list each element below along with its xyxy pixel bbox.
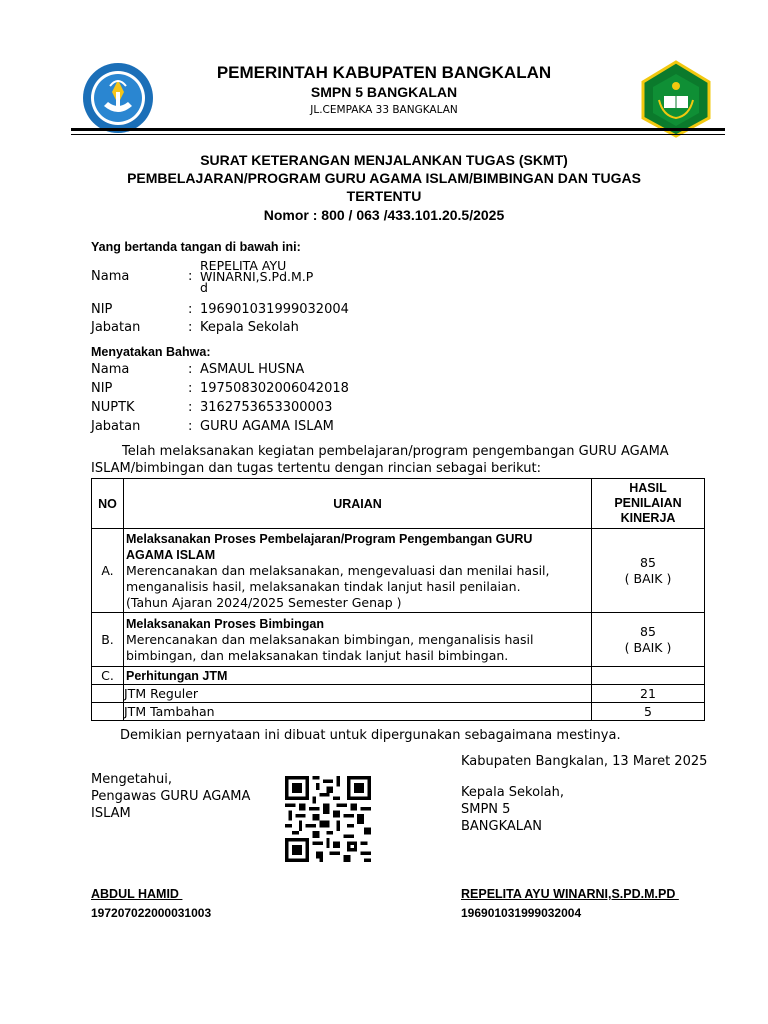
signer-nip-label: NIP (91, 302, 113, 317)
subject-name-label: Nama (91, 362, 130, 377)
left-sign-line3: ISLAM (91, 806, 131, 821)
header-school: SMPN 5 BANGKALAN (310, 84, 458, 100)
colon: : (188, 400, 193, 415)
left-sign-name: ABDUL HAMID (91, 887, 183, 901)
signer-jabatan-value: Kepala Sekolah (200, 320, 299, 335)
row-jtm-tambahan-label: JTM Tambahan (124, 703, 592, 721)
colon: : (188, 362, 193, 377)
place-date: Kabupaten Bangkalan, 13 Maret 2025 (461, 754, 708, 769)
subject-nip-label: NIP (91, 381, 113, 396)
doc-title-line3: TERTENTU (346, 188, 422, 204)
row-b-grade: ( BAIK ) (624, 639, 672, 655)
header-address: JL.CEMPAKA 33 BANGKALAN (310, 104, 458, 116)
signer-name-line3: d (200, 280, 208, 295)
subject-nuptk-value: 3162753653300003 (200, 400, 333, 415)
header-rule-thick (71, 128, 725, 131)
header-org: PEMERINTAH KABUPATEN BANGKALAN (216, 63, 552, 82)
left-sign-block (91, 771, 250, 822)
tugas-table (91, 478, 705, 721)
row-b-uraian (124, 613, 592, 667)
statement-paragraph (91, 443, 691, 477)
row-jtm-reguler-no (92, 685, 124, 703)
row-jtm-reguler-value: 21 (592, 685, 705, 703)
subject-jabatan-label: Jabatan (91, 419, 141, 434)
row-a-title-line1: Melaksanakan Proses Pembelajaran/Program Pengembangan GURU (126, 531, 533, 546)
row-c-hasil (592, 667, 705, 685)
qr-code-icon (285, 776, 371, 862)
header-uraian: URAIAN (124, 479, 592, 529)
left-sign-line2: Pengawas GURU AGAMA (91, 789, 251, 804)
right-sign-line3: BANGKALAN (461, 819, 542, 834)
table-header-row (92, 479, 705, 529)
header-hasil (592, 479, 705, 529)
header-no: NO (92, 479, 124, 529)
header-rule-thin (71, 134, 725, 135)
row-a-grade: ( BAIK ) (624, 570, 672, 586)
right-sign-block (461, 784, 564, 835)
colon: : (188, 320, 193, 335)
signer-nip-value: 196901031999032004 (200, 302, 349, 317)
row-a-no: A. (92, 529, 124, 613)
closing-statement: Demikian pernyataan ini dibuat untuk dipergunakan sebagaimana mestinya. (120, 728, 621, 743)
row-a-desc-line2: menganalisis hasil, melaksanakan tindak lanjut hasil penilaian. (126, 578, 521, 594)
table-row (92, 529, 705, 613)
row-c-title: Perhitungan JTM (124, 667, 592, 685)
doc-number: Nomor : 800 / 063 /433.101.20.5/2025 (263, 207, 505, 223)
signer-name-value (200, 260, 313, 293)
row-a-title-line2: AGAMA ISLAM (126, 547, 216, 562)
table-row (92, 667, 705, 685)
colon: : (188, 302, 193, 317)
header-hasil-line2: PENILAIAN (614, 496, 682, 510)
statement-line1: Telah melaksanakan kegiatan pembelajaran/program pengembangan GURU AGAMA (122, 444, 669, 459)
row-a-desc-line1: Merencanakan dan melaksanakan, mengevaluasi dan menilai hasil, (126, 562, 550, 578)
table-row (92, 685, 705, 703)
row-b-hasil (592, 613, 705, 667)
signer-intro: Yang bertanda tangan di bawah ini: (91, 240, 301, 254)
doc-title-line2: PEMBELAJARAN/PROGRAM GURU AGAMA ISLAM/BIMBINGAN DAN TUGAS (127, 170, 641, 186)
row-jtm-tambahan-no (92, 703, 124, 721)
header-hasil-line1: HASIL (629, 481, 667, 495)
colon: : (188, 419, 193, 434)
header-hasil-line3: KINERJA (620, 511, 676, 525)
subject-jabatan-value: GURU AGAMA ISLAM (200, 419, 334, 434)
signer-name-line1: REPELITA AYU (200, 258, 287, 273)
left-sign-nip: 197207022000031003 (91, 906, 212, 920)
subject-intro: Menyatakan Bahwa: (91, 345, 211, 359)
signer-name-line2: WINARNI,S.Pd.M.P (200, 269, 314, 284)
subject-nip-value: 197508302006042018 (200, 381, 349, 396)
colon: : (188, 269, 193, 284)
right-sign-line1: Kepala Sekolah, (461, 785, 565, 800)
row-jtm-reguler-label: JTM Reguler (124, 685, 592, 703)
right-sign-name: REPELITA AYU WINARNI,S.PD.M.PD (461, 887, 679, 901)
statement-line2: ISLAM/bimbingan dan tugas tertentu dengan rincian sebagai berikut: (91, 461, 542, 476)
row-b-desc-line1: Merencanakan dan melaksanakan bimbingan, menganalisis hasil (126, 631, 534, 647)
table-row (92, 703, 705, 721)
row-a-score: 85 (640, 554, 656, 570)
right-sign-line2: SMPN 5 (461, 802, 511, 817)
row-b-score: 85 (640, 623, 656, 639)
row-b-no: B. (92, 613, 124, 667)
table-row (92, 613, 705, 667)
subject-nuptk-label: NUPTK (91, 400, 135, 415)
row-a-uraian (124, 529, 592, 613)
row-jtm-tambahan-value: 5 (592, 703, 705, 721)
doc-title-line1: SURAT KETERANGAN MENJALANKAN TUGAS (SKMT) (200, 152, 568, 168)
row-a-desc-line3: (Tahun Ajaran 2024/2025 Semester Genap ) (126, 594, 402, 610)
colon: : (188, 381, 193, 396)
subject-name-value: ASMAUL HUSNA (200, 362, 305, 377)
signer-name-label: Nama (91, 269, 130, 284)
row-a-hasil (592, 529, 705, 613)
row-c-no: C. (92, 667, 124, 685)
right-sign-nip: 196901031999032004 (461, 906, 582, 920)
left-sign-line1: Mengetahui, (91, 772, 172, 787)
signer-jabatan-label: Jabatan (91, 320, 141, 335)
row-b-title: Melaksanakan Proses Bimbingan (126, 616, 324, 631)
row-b-desc-line2: bimbingan, dan melaksanakan tindak lanjut hasil bimbingan. (126, 647, 509, 663)
